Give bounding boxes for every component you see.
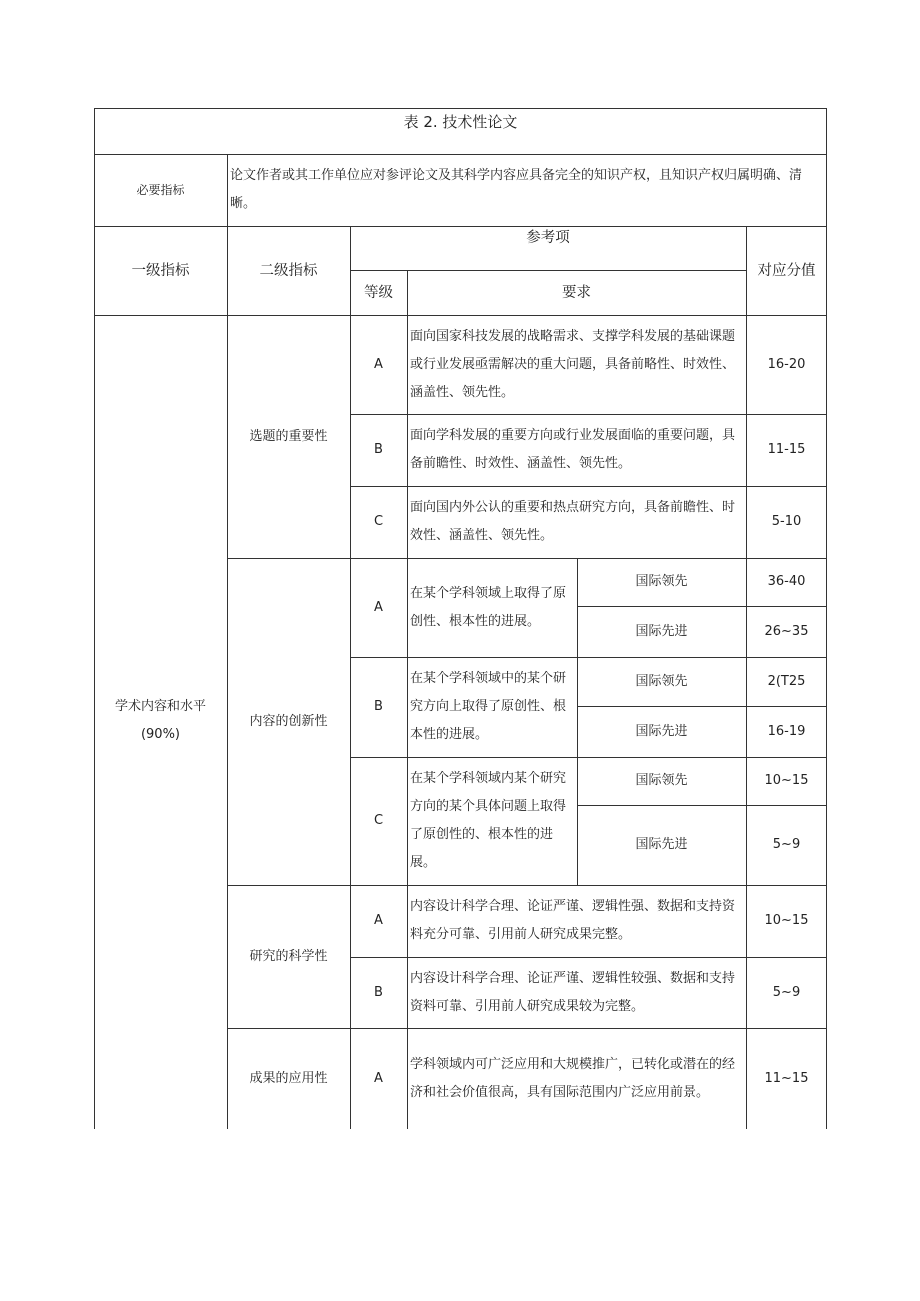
- group-name: 选题的重要性: [249, 428, 328, 444]
- grade-cell: B: [374, 442, 383, 457]
- grade-cell: A: [374, 1070, 383, 1086]
- level1-weight: (90%): [140, 727, 181, 742]
- requirement-cell: 在某个学科领域上取得了原创性、根本性的进展。: [410, 585, 567, 629]
- score-cell: 5-10: [771, 514, 802, 529]
- score-cell: 16-19: [767, 723, 806, 739]
- level-cell: 国际领先: [635, 673, 688, 689]
- score-cell: 2(T25: [767, 673, 806, 689]
- level-cell: 国际先进: [635, 723, 688, 739]
- table-title: 表 2. 技术性论文: [403, 113, 518, 131]
- requirement-cell: 面向国内外公认的重要和热点研究方向，具备前瞻性、时效性、涵盖性、领先性。: [410, 500, 736, 543]
- grade-cell: A: [374, 356, 383, 372]
- score-cell: 5~9: [772, 984, 801, 1000]
- header-requirement: 要求: [562, 284, 591, 301]
- grade-cell: C: [373, 813, 384, 828]
- score-cell: 11~15: [764, 1070, 809, 1086]
- score-cell: 5~9: [772, 837, 801, 852]
- group-name: 研究的科学性: [249, 948, 328, 964]
- score-cell: 16-20: [767, 356, 806, 372]
- score-cell: 11-15: [767, 442, 806, 457]
- requirement-cell: 内容设计科学合理、论证严谨、逻辑性较强、数据和支持资料可靠、引用前人研究成果较为完整。: [410, 970, 736, 1014]
- grade-cell: A: [374, 599, 383, 615]
- requirement-cell: 在某个学科领域中的某个研究方向上取得了原创性、根本性的进展。: [410, 671, 567, 742]
- score-cell: 10~15: [764, 773, 809, 788]
- level-cell: 国际先进: [635, 623, 688, 639]
- required-label: 必要指标: [136, 183, 185, 197]
- grade-cell: B: [374, 984, 383, 1000]
- header-level2: 二级指标: [259, 262, 318, 279]
- score-cell: 10~15: [764, 913, 809, 928]
- group-name: 内容的创新性: [249, 713, 328, 729]
- header-level1: 一级指标: [131, 262, 190, 279]
- group-name: 成果的应用性: [249, 1070, 328, 1086]
- requirement-cell: 在某个学科领域内某个研究方向的某个具体问题上取得了原创性的、根本性的进展。: [410, 771, 567, 870]
- requirement-cell: 面向学科发展的重要方向或行业发展面临的重要问题，具备前瞻性、时效性、涵盖性、领先性。: [410, 428, 736, 471]
- score-cell: 26~35: [764, 623, 809, 639]
- grade-cell: B: [374, 699, 383, 714]
- score-cell: 36-40: [767, 574, 806, 589]
- evaluation-table: [94, 108, 827, 1129]
- requirement-cell: 学科领域内可广泛应用和大规模推广，已转化或潜在的经济和社会价值很高，具有国际范围内广泛应用前景。: [410, 1056, 736, 1100]
- level1-name: 学术内容和水平: [114, 699, 206, 714]
- level1-cell: [94, 315, 227, 1129]
- grade-cell: C: [373, 514, 384, 529]
- grade-cell: A: [374, 913, 383, 928]
- level-cell: 国际先进: [635, 837, 688, 852]
- requirement-cell: 内容设计科学合理、论证严谨、逻辑性强、数据和支持资料充分可靠、引用前人研究成果完整。: [410, 899, 736, 942]
- level-cell: 国际领先: [635, 773, 688, 788]
- level-cell: 国际领先: [635, 574, 688, 589]
- header-grade: 等级: [364, 284, 393, 301]
- header-score: 对应分值: [757, 262, 816, 279]
- header-reference: 参考项: [526, 230, 570, 246]
- required-text: 论文作者或其工作单位应对参评论文及其科学内容应具备完全的知识产权，且知识产权归属明确、清晰。: [230, 168, 803, 211]
- requirement-cell: 面向国家科技发展的战略需求、支撑学科发展的基础课题或行业发展亟需解决的重大问题，具备前略性、时效性、涵盖性、领先性。: [410, 328, 736, 400]
